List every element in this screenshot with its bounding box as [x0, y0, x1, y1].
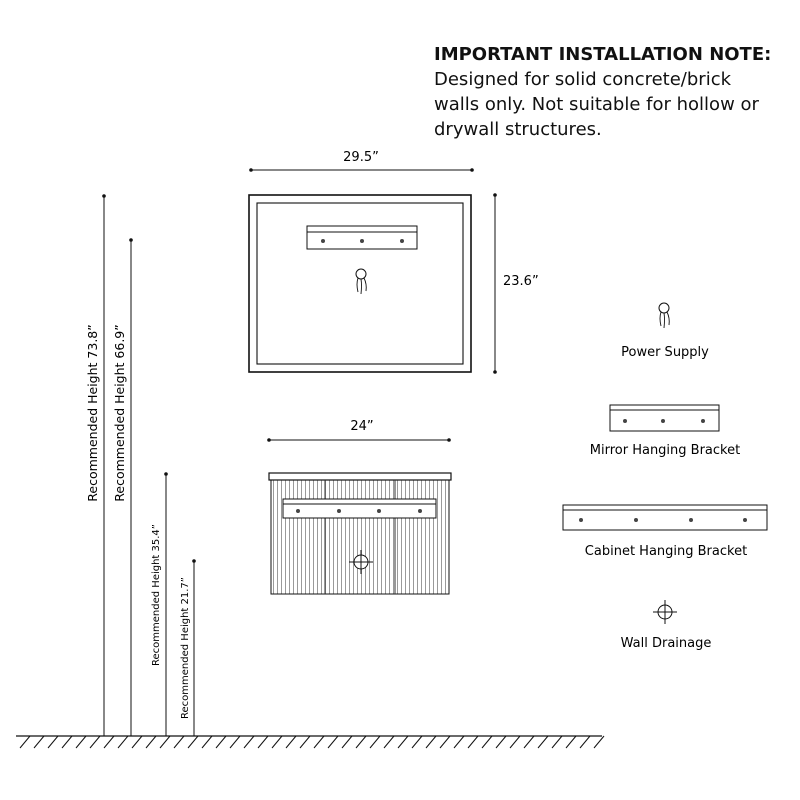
legend-label-wall-drainage: Wall Drainage — [620, 636, 712, 651]
floor-hatch-mark — [104, 736, 114, 748]
cabinet-bracket-icon — [563, 505, 767, 530]
mirror-bracket — [307, 226, 417, 249]
floor-hatch-mark — [342, 736, 352, 748]
mirror-height-dimension — [493, 193, 538, 374]
floor-hatch-mark — [412, 736, 422, 748]
floor-hatch-mark — [496, 736, 506, 748]
floor-hatch-mark — [566, 736, 576, 748]
power-supply-icon — [659, 303, 669, 328]
floor-line — [16, 736, 604, 748]
height-label-21-7: Recommended Height 21.7” — [180, 577, 191, 719]
height-guide-35-4 — [151, 472, 168, 736]
legend-power-supply — [621, 303, 709, 360]
mirror-width-dimension — [249, 150, 474, 172]
legend-label-power-supply: Power Supply — [621, 345, 709, 360]
floor-hatch-mark — [398, 736, 408, 748]
floor-hatch-mark — [552, 736, 562, 748]
mirror — [249, 195, 471, 372]
floor-hatch-mark — [62, 736, 72, 748]
floor-hatch-mark — [160, 736, 170, 748]
floor-hatch-mark — [188, 736, 198, 748]
cabinet-width-dimension — [267, 419, 451, 442]
wall-drainage-icon — [653, 600, 677, 624]
floor-hatch-mark — [174, 736, 184, 748]
floor-hatch-mark — [440, 736, 450, 748]
floor-hatch-mark — [230, 736, 240, 748]
height-label-73-8: Recommended Height 73.8” — [85, 324, 100, 502]
floor-hatch-mark — [454, 736, 464, 748]
floor-hatch-mark — [328, 736, 338, 748]
mirror-width-label: 29.5” — [343, 150, 379, 165]
mirror-bracket-icon — [610, 405, 719, 431]
floor-hatch-mark — [244, 736, 254, 748]
floor-hatch-mark — [258, 736, 268, 748]
floor-hatch-mark — [286, 736, 296, 748]
mirror-height-label: 23.6” — [503, 274, 539, 289]
floor-hatch-mark — [202, 736, 212, 748]
floor-hatch-mark — [76, 736, 86, 748]
floor-hatch-mark — [594, 736, 604, 748]
note-title: IMPORTANT INSTALLATION NOTE: — [434, 44, 772, 65]
legend-label-cabinet-bracket: Cabinet Hanging Bracket — [584, 544, 748, 559]
height-guide-66-9 — [112, 238, 133, 736]
floor-hatch-mark — [538, 736, 548, 748]
floor-hatch-mark — [510, 736, 520, 748]
floor-hatch-mark — [384, 736, 394, 748]
floor-hatch-mark — [34, 736, 44, 748]
floor-hatch-mark — [426, 736, 436, 748]
legend-label-mirror-bracket: Mirror Hanging Bracket — [589, 443, 741, 458]
floor-hatch-mark — [356, 736, 366, 748]
height-label-66-9: Recommended Height 66.9” — [112, 324, 127, 502]
floor-hatch-mark — [132, 736, 142, 748]
floor-hatch-mark — [300, 736, 310, 748]
floor-hatch-mark — [370, 736, 380, 748]
floor-hatch-mark — [482, 736, 492, 748]
legend-mirror-bracket — [590, 405, 740, 458]
floor-hatch-mark — [90, 736, 100, 748]
note-line-3: drywall structures. — [434, 119, 602, 140]
floor-hatch-mark — [48, 736, 58, 748]
legend-wall-drainage — [621, 600, 712, 651]
height-guide-21-7 — [180, 559, 196, 736]
floor-hatch-mark — [20, 736, 30, 748]
power-supply-symbol — [356, 269, 366, 294]
cabinet — [269, 473, 451, 594]
legend-cabinet-bracket — [563, 505, 767, 559]
note-line-1: Designed for solid concrete/brick — [434, 69, 732, 90]
floor-hatch-mark — [524, 736, 534, 748]
note-line-2: walls only. Not suitable for hollow or — [434, 94, 759, 115]
floor-hatch-mark — [580, 736, 590, 748]
floor-hatch-mark — [146, 736, 156, 748]
floor-hatch-mark — [118, 736, 128, 748]
floor-hatch-mark — [272, 736, 282, 748]
floor-hatch-mark — [314, 736, 324, 748]
height-guide-73-8 — [85, 194, 106, 736]
cabinet-bracket — [283, 499, 436, 518]
floor-hatch-mark — [216, 736, 226, 748]
height-label-35-4: Recommended Height 35.4” — [151, 524, 162, 666]
floor-hatch-mark — [468, 736, 478, 748]
cabinet-width-label: 24” — [350, 419, 374, 434]
